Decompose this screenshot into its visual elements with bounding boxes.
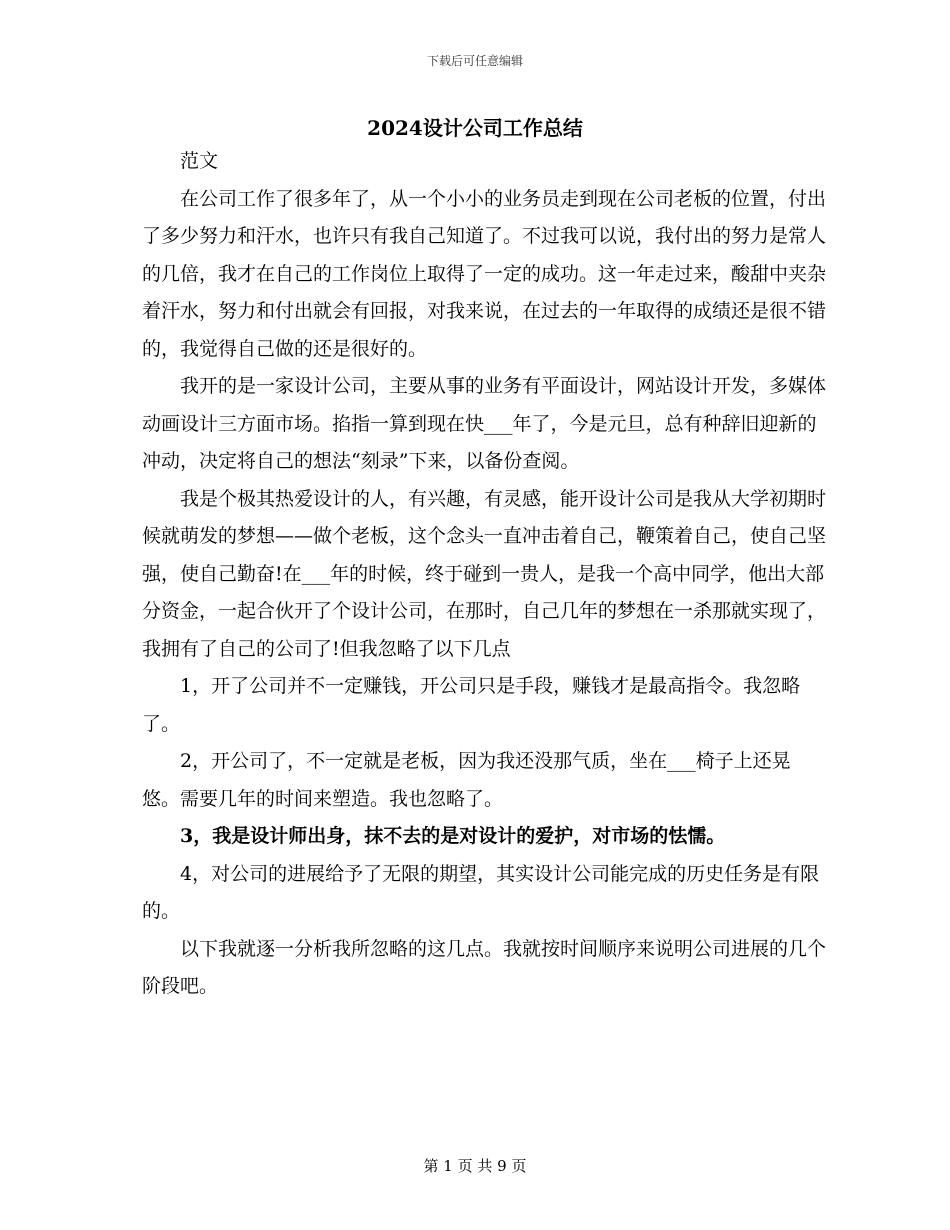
list-item-point-4: 4，对公司的进展给予了无限的期望，其实设计公司能完成的历史任务是有限的。 <box>142 862 820 922</box>
page-header-note: 下载后可任意编辑 <box>426 54 523 68</box>
page-number: 第 1 页 共 9 页 <box>423 1157 527 1175</box>
paragraph-intro-label: 范文 <box>180 150 219 172</box>
document-body <box>142 143 827 1006</box>
list-item-point-3: 3，我是设计师出身，抹不去的是对设计的爱护，对市场的怯懦。 <box>180 825 726 847</box>
paragraph: 以下我就逐一分析我所忽略的这几点。我就按时间顺序来说明公司进展的几个阶段吧。 <box>142 937 827 997</box>
list-item-point-1: 1，开了公司并不一定赚钱，开公司只是手段，赚钱才是最高指令。我忽略了。 <box>142 675 801 735</box>
paragraph: 我开的是一家设计公司，主要从事的业务有平面设计，网站设计开发，多媒体动画设计三方面市场。掐指一算到现在快___年了，今是元旦，总有种辞旧迎新的冲动，决定将自己的想法“刻录”下来，以备份查阅。 <box>142 375 827 472</box>
paragraph: 在公司工作了很多年了，从一个小小的业务员走到现在公司老板的位置，付出了多少努力和汗水，也许只有我自己知道了。不过我可以说，我付出的努力是常人的几倍，我才在自己的工作岗位上取得了一定的成功。这一年走过来，酸甜中夹杂着汗水，努力和付出就会有回报，对我来说，在过去的一年取得的成绩还是很不错的，我觉得自己做的还是很好的。 <box>142 187 827 360</box>
list-item-point-2: 2，开公司了，不一定就是老板，因为我还没那气质，坐在___椅子上还晃悠。需要几年的时间来塑造。我也忽略了。 <box>142 750 791 810</box>
document-title: 2024设计公司工作总结 <box>367 116 583 140</box>
paragraph: 我是个极其热爱设计的人，有兴趣，有灵感，能开设计公司是我从大学初期时候就萌发的梦想——做个老板，这个念头一直冲击着自己，鞭策着自己，使自己坚强，使自己勤奋!在___年的时候，终于碰到一贵人，是我一个高中同学，他出大部分资金，一起合伙开了个设计公司，在那时，自己几年的梦想在一杀那就实现了，我拥有了自己的公司了!但我忽略了以下几点 <box>142 487 827 660</box>
